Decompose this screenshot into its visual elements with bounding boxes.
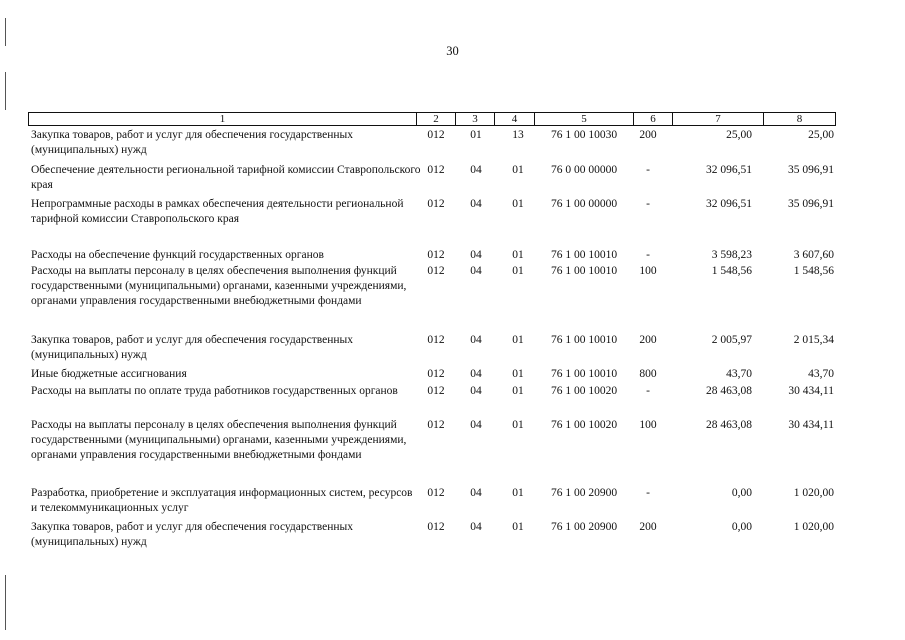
row-expense-type: - — [646, 164, 650, 176]
row-target-code: 76 1 00 10020 — [550, 419, 618, 431]
column-header: 1 — [29, 113, 417, 125]
row-ministry-code: 012 — [427, 164, 445, 176]
row-name: Иные бюджетные ассигнования — [31, 368, 187, 380]
row-amount-year-2: 1 548,56 — [793, 265, 834, 277]
row-amount-year-1: 32 096,51 — [706, 198, 752, 210]
page-edge-mark — [5, 72, 6, 110]
row-section-code: 04 — [470, 521, 482, 533]
row-ministry-code: 012 — [427, 249, 445, 261]
row-amount-year-1: 2 005,97 — [711, 334, 752, 346]
row-target-code: 76 1 00 00000 — [550, 198, 618, 210]
row-name: Закупка товаров, работ и услуг для обеспечения государственных (муниципальных) нужд — [31, 129, 354, 156]
page-edge-mark — [5, 18, 6, 46]
row-subsection-code: 01 — [512, 334, 524, 346]
row-amount-year-2: 25,00 — [808, 129, 834, 141]
row-amount-year-1: 1 548,56 — [711, 265, 752, 277]
row-amount-year-2: 30 434,11 — [788, 419, 834, 431]
row-expense-type: 100 — [639, 419, 657, 431]
row-target-code: 76 0 00 00000 — [550, 164, 618, 176]
row-ministry-code: 012 — [427, 419, 445, 431]
row-ministry-code: 012 — [427, 487, 445, 499]
row-target-code: 76 1 00 20900 — [550, 521, 618, 533]
page-number: 30 — [446, 44, 459, 58]
column-header: 7 — [673, 113, 764, 125]
row-section-code: 04 — [470, 249, 482, 261]
row-name: Непрограммные расходы в рамках обеспечения деятельности региональной тарифной комиссии Ставропольского края — [31, 198, 404, 225]
row-name: Закупка товаров, работ и услуг для обеспечения государственных (муниципальных) нужд — [31, 521, 354, 548]
row-subsection-code: 01 — [512, 385, 524, 397]
row-name: Закупка товаров, работ и услуг для обеспечения государственных (муниципальных) нужд — [31, 334, 354, 361]
row-ministry-code: 012 — [427, 521, 445, 533]
row-expense-type: 200 — [639, 521, 657, 533]
row-section-code: 04 — [470, 265, 482, 277]
row-expense-type: 100 — [639, 265, 657, 277]
row-amount-year-1: 43,70 — [726, 368, 752, 380]
row-expense-type: - — [646, 249, 650, 261]
row-amount-year-1: 0,00 — [731, 487, 752, 499]
row-section-code: 04 — [470, 487, 482, 499]
row-expense-type: 200 — [639, 334, 657, 346]
row-section-code: 04 — [470, 385, 482, 397]
row-expense-type: - — [646, 385, 650, 397]
row-target-code: 76 1 00 20900 — [550, 487, 618, 499]
row-name: Расходы на выплаты персоналу в целях обеспечения выполнения функций государственными (муниципальными) органами, казенными учреждениями, органами управления государственными внебюджетными фондами — [31, 265, 407, 307]
row-target-code: 76 1 00 10030 — [550, 129, 618, 141]
row-amount-year-2: 35 096,91 — [788, 164, 834, 176]
row-subsection-code: 01 — [512, 198, 524, 210]
row-amount-year-1: 32 096,51 — [706, 164, 752, 176]
row-amount-year-1: 28 463,08 — [706, 385, 752, 397]
row-amount-year-2: 30 434,11 — [788, 385, 834, 397]
row-ministry-code: 012 — [427, 334, 445, 346]
row-target-code: 76 1 00 10010 — [550, 334, 618, 346]
row-ministry-code: 012 — [427, 368, 445, 380]
column-header: 3 — [456, 113, 495, 125]
row-amount-year-1: 3 598,23 — [711, 249, 752, 261]
row-amount-year-1: 0,00 — [731, 521, 752, 533]
row-section-code: 04 — [470, 334, 482, 346]
row-subsection-code: 01 — [512, 521, 524, 533]
row-name: Расходы на обеспечение функций государственных органов — [31, 249, 324, 261]
table-header — [28, 112, 836, 126]
row-name: Обеспечение деятельности региональной тарифной комиссии Ставропольского края — [31, 164, 421, 191]
column-header: 8 — [796, 113, 803, 125]
row-expense-type: 200 — [639, 129, 657, 141]
column-header: 5 — [535, 113, 634, 125]
row-section-code: 04 — [470, 368, 482, 380]
page-edge-mark — [5, 575, 6, 630]
row-subsection-code: 01 — [512, 368, 524, 380]
row-subsection-code: 01 — [512, 164, 524, 176]
column-header: 6 — [634, 113, 673, 125]
row-target-code: 76 1 00 10010 — [550, 265, 618, 277]
row-amount-year-2: 2 015,34 — [793, 334, 834, 346]
row-subsection-code: 01 — [512, 419, 524, 431]
column-header: 4 — [495, 113, 535, 125]
row-amount-year-2: 1 020,00 — [793, 487, 834, 499]
row-ministry-code: 012 — [427, 198, 445, 210]
row-section-code: 04 — [470, 198, 482, 210]
row-amount-year-1: 28 463,08 — [706, 419, 752, 431]
row-amount-year-2: 3 607,60 — [793, 249, 834, 261]
row-amount-year-2: 43,70 — [808, 368, 834, 380]
row-target-code: 76 1 00 10010 — [550, 368, 618, 380]
row-name: Расходы на выплаты персоналу в целях обеспечения выполнения функций государственными (муниципальными) органами, казенными учреждениями, органами управления государственными внебюджетными фондами — [31, 419, 407, 461]
row-subsection-code: 13 — [512, 129, 524, 141]
row-target-code: 76 1 00 10020 — [550, 385, 618, 397]
row-expense-type: - — [646, 487, 650, 499]
row-expense-type: - — [646, 198, 650, 210]
row-subsection-code: 01 — [512, 265, 524, 277]
row-expense-type: 800 — [639, 368, 657, 380]
row-ministry-code: 012 — [427, 129, 445, 141]
row-name: Расходы на выплаты по оплате труда работников государственных органов — [31, 385, 398, 397]
row-section-code: 04 — [470, 164, 482, 176]
row-amount-year-1: 25,00 — [726, 129, 752, 141]
row-subsection-code: 01 — [512, 249, 524, 261]
row-ministry-code: 012 — [427, 385, 445, 397]
row-subsection-code: 01 — [512, 487, 524, 499]
row-amount-year-2: 1 020,00 — [793, 521, 834, 533]
row-ministry-code: 012 — [427, 265, 445, 277]
row-amount-year-2: 35 096,91 — [788, 198, 834, 210]
row-section-code: 01 — [470, 129, 482, 141]
column-header: 2 — [417, 113, 456, 125]
row-target-code: 76 1 00 10010 — [550, 249, 618, 261]
row-name: Разработка, приобретение и эксплуатация информационных систем, ресурсов и телекоммуникационных услуг — [31, 487, 413, 514]
row-section-code: 04 — [470, 419, 482, 431]
